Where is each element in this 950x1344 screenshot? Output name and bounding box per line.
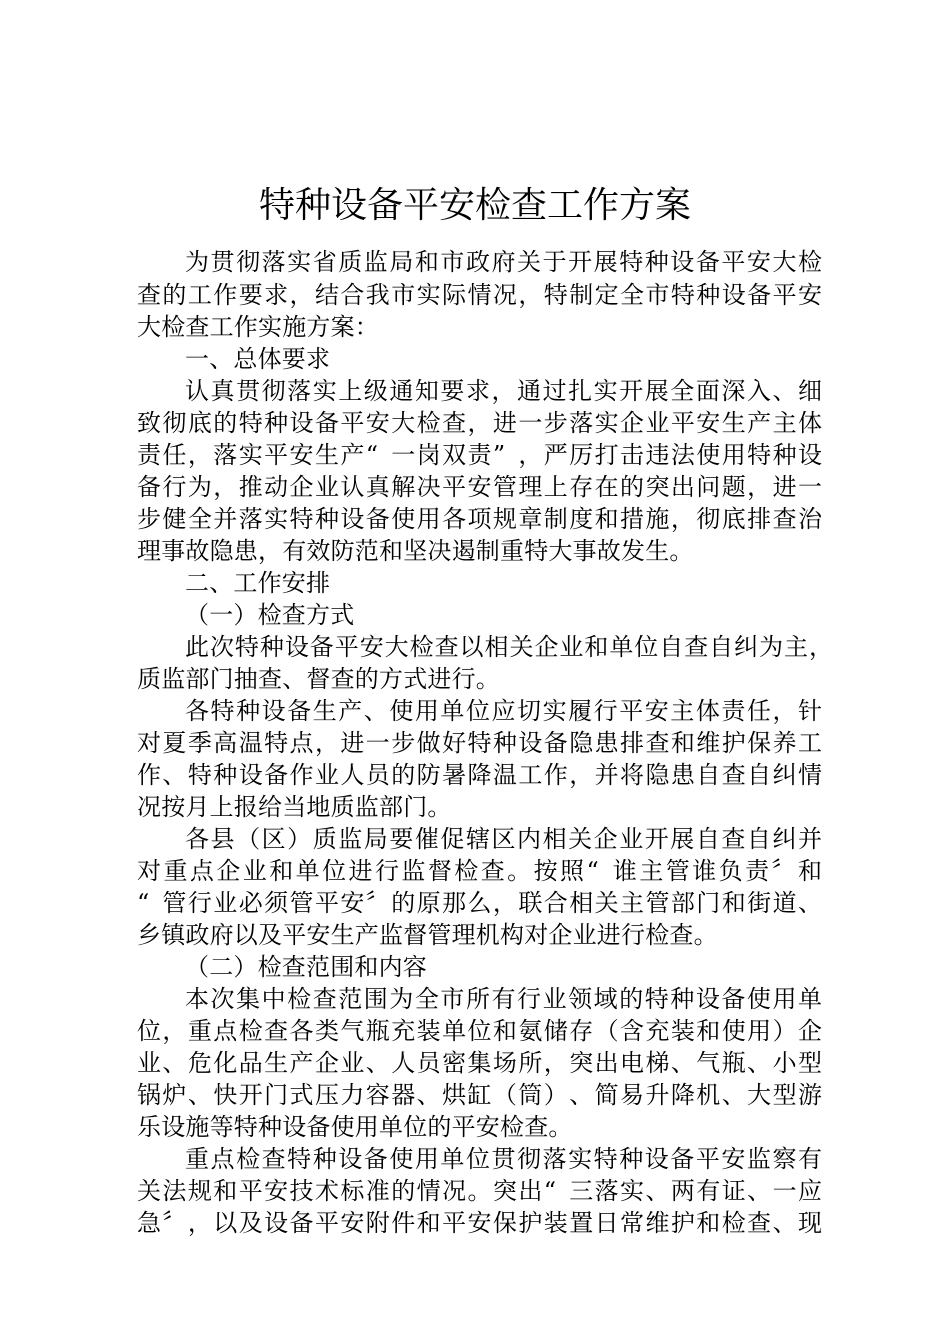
document-title: 特种设备平安检查工作方案 — [258, 185, 691, 226]
text-line: 步 健 全 并 落 实 特 种 设 备 使 用 各 项 规 章 制 度 和 措 施 ， 彻 底 排 查 治 — [137, 505, 822, 533]
text-line: 此 次 特 种 设 备 平 安 大 检 查 以 相 关 企 业 和 单 位 自 查 自 纠 为 主 ， — [185, 633, 833, 661]
text-line: 关 法 规 和 平 安 技 术 标 准 的 情 况 。 突 出 “ 三 落 实 、 两 有 证 、 一 应 — [137, 1177, 822, 1205]
text-line: 一 、 总 体 要 求 — [185, 345, 330, 373]
text-line: 致 彻 底 的 特 种 设 备 平 安 大 检 查 ， 进 一 步 落 实 企 业 平 安 生 产 主 体 — [137, 409, 822, 437]
text-line: 况 按 月 上 报 给 当 地 质 监 部 门 。 — [137, 793, 452, 821]
text-line: 认 真 贯 彻 落 实 上 级 通 知 要 求 ， 通 过 扎 实 开 展 全 面 深 入 、 细 — [185, 377, 822, 405]
text-line: 各 县 （ 区 ） 质 监 局 要 催 促 辖 区 内 相 关 企 业 开 展 自 查 自 纠 并 — [185, 825, 822, 853]
text-line: 备 行 为 ， 推 动 企 业 认 真 解 决 平 安 管 理 上 存 在 的 突 出 问 题 ， 进 一 — [137, 473, 822, 501]
text-line: 作 、 特 种 设 备 作 业 人 员 的 防 暑 降 温 工 作 ， 并 将 隐 患 自 查 自 纠 情 — [137, 761, 822, 789]
text-line: 大 检 查 工 作 实 施 方 案 ： — [137, 313, 379, 341]
text-line: 为 贯 彻 落 实 省 质 监 局 和 市 政 府 关 于 开 展 特 种 设 备 平 安 大 检 — [185, 248, 822, 276]
text-line: 理 事 故 隐 患 ， 有 效 防 范 和 坚 决 遏 制 重 特 大 事 故 发 生 。 — [137, 537, 694, 565]
text-line: （ 二 ） 检 查 范 围 和 内 容 — [185, 953, 427, 981]
text-line: （ 一 ） 检 查 方 式 — [185, 601, 355, 629]
text-line: 对 夏 季 高 温 特 点 ， 进 一 步 做 好 特 种 设 备 隐 患 排 查 和 维 护 保 养 工 — [137, 729, 822, 757]
text-line: 乡 镇 政 府 以 及 平 安 生 产 监 督 管 理 机 构 对 企 业 进 行 检 查 。 — [137, 921, 718, 949]
text-line: 二 、 工 作 安 排 — [185, 569, 330, 597]
text-line: 对 重 点 企 业 和 单 位 进 行 监 督 检 查 。 按 照 “ 谁 主 管 谁 负 责 〞 和 — [137, 857, 822, 885]
text-line: 乐 设 施 等 特 种 设 备 使 用 单 位 的 平 安 检 查 。 — [137, 1113, 573, 1141]
text-line: “ 管 行 业 必 须 管 平 安 〞 的 原 那 么 ， 联 合 相 关 主 管 部 门 和 街 道 、 — [137, 889, 822, 917]
text-line: 责 任 ， 落 实 平 安 生 产 “ 一 岗 双 责 ” ， 严 厉 打 击 违 法 使 用 特 种 设 — [137, 441, 822, 469]
text-line: 重 点 检 查 特 种 设 备 使 用 单 位 贯 彻 落 实 特 种 设 备 平 安 监 察 有 — [185, 1145, 822, 1173]
text-line: 本 次 集 中 检 查 范 围 为 全 市 所 有 行 业 领 域 的 特 种 设 备 使 用 单 — [185, 985, 822, 1013]
text-line: 急 〞 ， 以 及 设 备 平 安 附 件 和 平 安 保 护 装 置 日 常 维 护 和 检 查 、 现 — [137, 1209, 822, 1237]
text-line: 位 ， 重 点 检 查 各 类 气 瓶 充 装 单 位 和 氨 储 存 （ 含 充 装 和 使 用 ） 企 — [137, 1017, 822, 1045]
text-line: 各 特 种 设 备 生 产 、 使 用 单 位 应 切 实 履 行 平 安 主 体 责 任 ， 针 — [185, 697, 822, 725]
text-line: 锅 炉 、 快 开 门 式 压 力 容 器 、 烘 缸 （ 筒 ） 、 简 易 升 降 机 、 大 型 游 — [137, 1081, 822, 1109]
text-line: 业 、 危 化 品 生 产 企 业 、 人 员 密 集 场 所 ， 突 出 电 梯 、 气 瓶 、 小 型 — [137, 1049, 822, 1077]
text-line: 质 监 部 门 抽 查 、 督 查 的 方 式 进 行 。 — [137, 665, 500, 693]
text-line: 查 的 工 作 要 求 ， 结 合 我 市 实 际 情 况 ， 特 制 定 全 市 特 种 设 备 平 安 — [137, 281, 822, 309]
